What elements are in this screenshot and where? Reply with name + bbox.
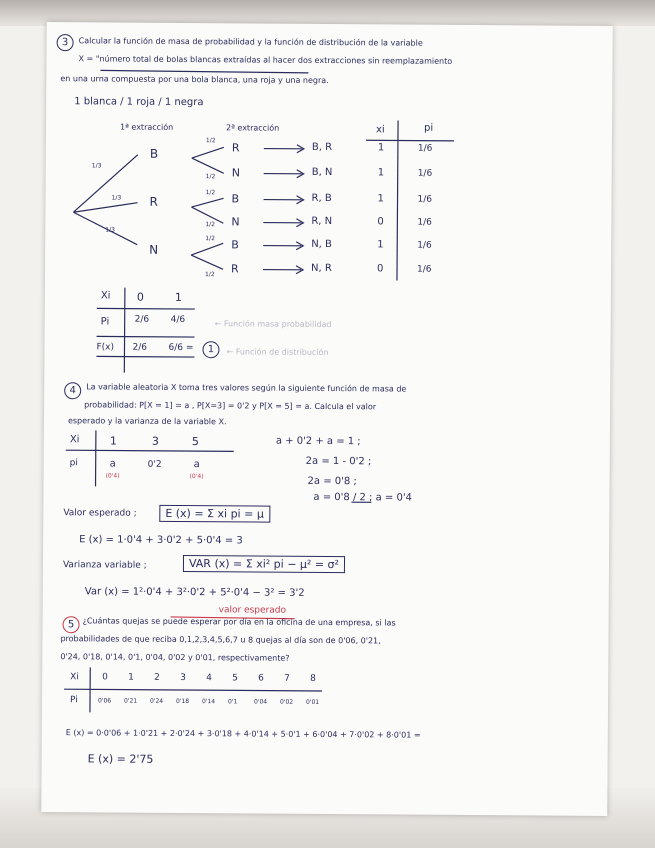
- ex4-eq3: 2a = 0'8 ;: [307, 475, 357, 488]
- branch-x: 1: [377, 142, 385, 154]
- branch-prob: 1/2: [205, 173, 216, 181]
- ex5-table-x: 4: [206, 673, 212, 684]
- ex3-number: 3: [57, 34, 74, 51]
- ex4-number: 4: [64, 382, 81, 399]
- ex5-table-p: 0'01: [305, 698, 320, 706]
- ex5-table-x: 6: [258, 673, 264, 684]
- branch-prob: 1/2: [205, 137, 216, 145]
- branch-x: 1: [377, 193, 384, 205]
- branch-prob: 1/2: [205, 221, 216, 229]
- tree-branch-nr: [191, 255, 223, 269]
- ex4-table-sub: (0'4): [189, 473, 204, 481]
- ex3-table-x1: 1: [174, 290, 182, 304]
- ex5-table-p: 0'1: [227, 698, 238, 706]
- ex4-ev-formula: E (x) = Σ xi pi = μ: [159, 505, 270, 523]
- ex4-var-label: Varianza variable ;: [62, 560, 147, 571]
- tree-prob-r: 1/3: [111, 194, 122, 202]
- branch-second: R: [231, 141, 240, 155]
- ex5-table-x: 3: [180, 672, 186, 684]
- tree-branch-rb: [191, 198, 223, 207]
- branch-pi: 1/6: [417, 194, 433, 205]
- branch-outcome: N, B: [311, 238, 332, 251]
- branch-outcome: R, B: [311, 192, 332, 205]
- ex5-line3: 0'24, 0'18, 0'14, 0'1, 0'04, 0'02 y 0'01, respectivamente?: [60, 652, 290, 663]
- ex4-eq2: 2a = 1 - 0'2 ;: [305, 455, 372, 468]
- ex5-table-pi-label: Pi: [69, 695, 78, 706]
- ex3-head-second: 2ª extracción: [225, 123, 280, 133]
- branch-outcome: R, N: [311, 215, 333, 228]
- branch-x: 0: [377, 216, 384, 228]
- tree-node-n: N: [149, 242, 159, 257]
- ex5-calc: E (x) = 0·0'06 + 1·0'21 + 2·0'24 + 3·0'18 + 4·0'14 + 5·0'1 + 6·0'04 + 7·0'02 + 8·0'01 =: [65, 728, 421, 740]
- ex3-table-f-label: F(x): [96, 342, 115, 353]
- ex4-ev-label: Valor esperado ;: [63, 508, 137, 519]
- ex3-table-p0: 2/6: [134, 314, 150, 325]
- ex4-var-calc: Var (x) = 1²·0'4 + 3²·0'2 + 5²·0'4 − 3² = 3'2: [84, 586, 305, 599]
- notebook-page: [41, 22, 613, 816]
- ex4-table-x: 1: [109, 434, 117, 448]
- branch-outcome: B, N: [311, 166, 333, 179]
- ex5-table-x: 0: [102, 672, 108, 683]
- ex3-head-first: 1ª extracción: [120, 122, 174, 132]
- ex5-table-p: 0'04: [253, 698, 268, 706]
- ex4-line1: La variable aleatoria X toma tres valores según la siguiente función de masa de: [86, 382, 407, 394]
- branch-x: 1: [377, 239, 384, 251]
- ex5-table-x: 8: [310, 673, 316, 684]
- ex3-line1: Calcular la función de masa de probabilidad y la función de distribución de la variable: [78, 36, 423, 48]
- ex4-table-x: 5: [191, 435, 199, 449]
- ex5-number: 5: [62, 616, 79, 633]
- ex5-table-x: 7: [284, 673, 290, 684]
- ex5-table-p: 0'24: [150, 697, 164, 705]
- ex4-table-xi-label: Xi: [69, 434, 80, 446]
- branch-prob: 1/2: [204, 271, 215, 279]
- ex5-annotation: valor esperado: [218, 605, 287, 616]
- branch-pi: 1/6: [417, 168, 433, 179]
- branch-second: B: [231, 238, 239, 252]
- tree-prob-b: 1/3: [91, 162, 102, 170]
- ex5-table-p: 0'02: [279, 698, 294, 706]
- ex5-table-x: 5: [232, 673, 238, 684]
- ex4-ev-calc: E (x) = 1·0'4 + 3·0'2 + 5·0'4 = 3: [79, 534, 243, 547]
- note-mass-function: ← Función masa probabilidad: [214, 319, 332, 330]
- ex4-table-p: 0'2: [147, 459, 162, 470]
- ex5-table-xi-label: Xi: [70, 672, 79, 683]
- ex4-line3: esperado y la varianza de la variable X.: [67, 416, 227, 427]
- ex4-table-sub: (0'4): [105, 472, 120, 480]
- branch-outcome: N, R: [311, 262, 332, 275]
- ex3-line2: X = "número total de bolas blancas extraídas al hacer dos extracciones sin reemplazamiento: [78, 54, 453, 66]
- ex4-table-x: 3: [151, 434, 159, 448]
- tree-node-b: B: [149, 146, 159, 161]
- ex4-line2: probabilidad: P[X = 1] = a , P[X=3] = 0'2 y P[X = 5] = a. Calcula el valor: [84, 400, 377, 412]
- branch-second: N: [231, 166, 240, 180]
- branch-pi: 1/6: [417, 143, 433, 154]
- ex4-eq1: a + 0'2 + a = 1 ;: [275, 435, 361, 448]
- ex5-result: E (x) = 2'75: [87, 752, 154, 766]
- ex5-table-p: 0'06: [98, 697, 112, 705]
- ex5-table-x: 2: [154, 672, 160, 683]
- branch-second: B: [231, 192, 240, 206]
- tree-branch-bn: [192, 158, 224, 173]
- branch-x: 1: [377, 167, 385, 179]
- branch-pi: 1/6: [417, 217, 432, 228]
- branch-prob: 1/2: [205, 235, 215, 243]
- branch-second: N: [231, 215, 240, 229]
- ex4-var-formula: VAR (x) = Σ xi² pi − μ² = σ²: [183, 555, 345, 573]
- tree-branch-nb: [191, 243, 223, 255]
- ex3-table-p1: 4/6: [170, 314, 186, 326]
- ex5-table-p: 0'18: [176, 697, 190, 706]
- ex5-line2: probabilidades de que reciba 0,1,2,3,4,5,6,7 u 8 quejas al día son de 0'06, 0'21,: [60, 634, 381, 646]
- ex5-table-x: 1: [128, 672, 134, 683]
- ex4-table-pi-label: pi: [69, 458, 78, 469]
- ex4-table-p: a: [193, 459, 200, 471]
- note-distribution-function: ← Función de distribución: [226, 347, 329, 358]
- branch-pi: 1/6: [417, 240, 432, 251]
- ex3-composition: 1 blanca / 1 roja / 1 negra: [74, 96, 204, 109]
- ex5-line1: ¿Cuántas quejas se puede esperar por día en la oficina de una empresa, si las: [82, 616, 396, 628]
- ex3-table-f0: 2/6: [132, 342, 148, 353]
- branch-second: R: [231, 262, 239, 276]
- ex5-table-p: 0'21: [124, 697, 138, 705]
- underline-x-definition: [100, 70, 308, 72]
- branch-pi: 1/6: [417, 264, 432, 275]
- ex3-table-f-final: 1: [202, 341, 219, 358]
- ex3-head-xi: xi: [375, 124, 385, 136]
- ex3-table-f1: 6/6 =: [168, 342, 194, 354]
- branch-outcome: B, R: [311, 141, 333, 154]
- tree-node-r: R: [149, 194, 158, 209]
- ex3-head-pi: pi: [423, 122, 434, 134]
- tree-branch-br: [192, 147, 224, 158]
- ex3-table-xi-label: Xi: [100, 290, 111, 302]
- ex4-eq4: a = 0'8 / 2 ; a = 0'4: [313, 491, 412, 504]
- branch-x: 0: [377, 263, 384, 275]
- ex5-table-p: 0'14: [201, 698, 216, 706]
- tree-prob-n: 1/3: [105, 226, 115, 234]
- ex3-table-x0: 0: [136, 290, 144, 304]
- ex3-line3: en una urna compuesta por una bola blanca, una roja y una negra.: [60, 74, 329, 86]
- ex3-table-pi-label: Pi: [100, 316, 110, 328]
- branch-prob: 1/2: [205, 189, 216, 197]
- ex4-table-p: a: [109, 458, 116, 470]
